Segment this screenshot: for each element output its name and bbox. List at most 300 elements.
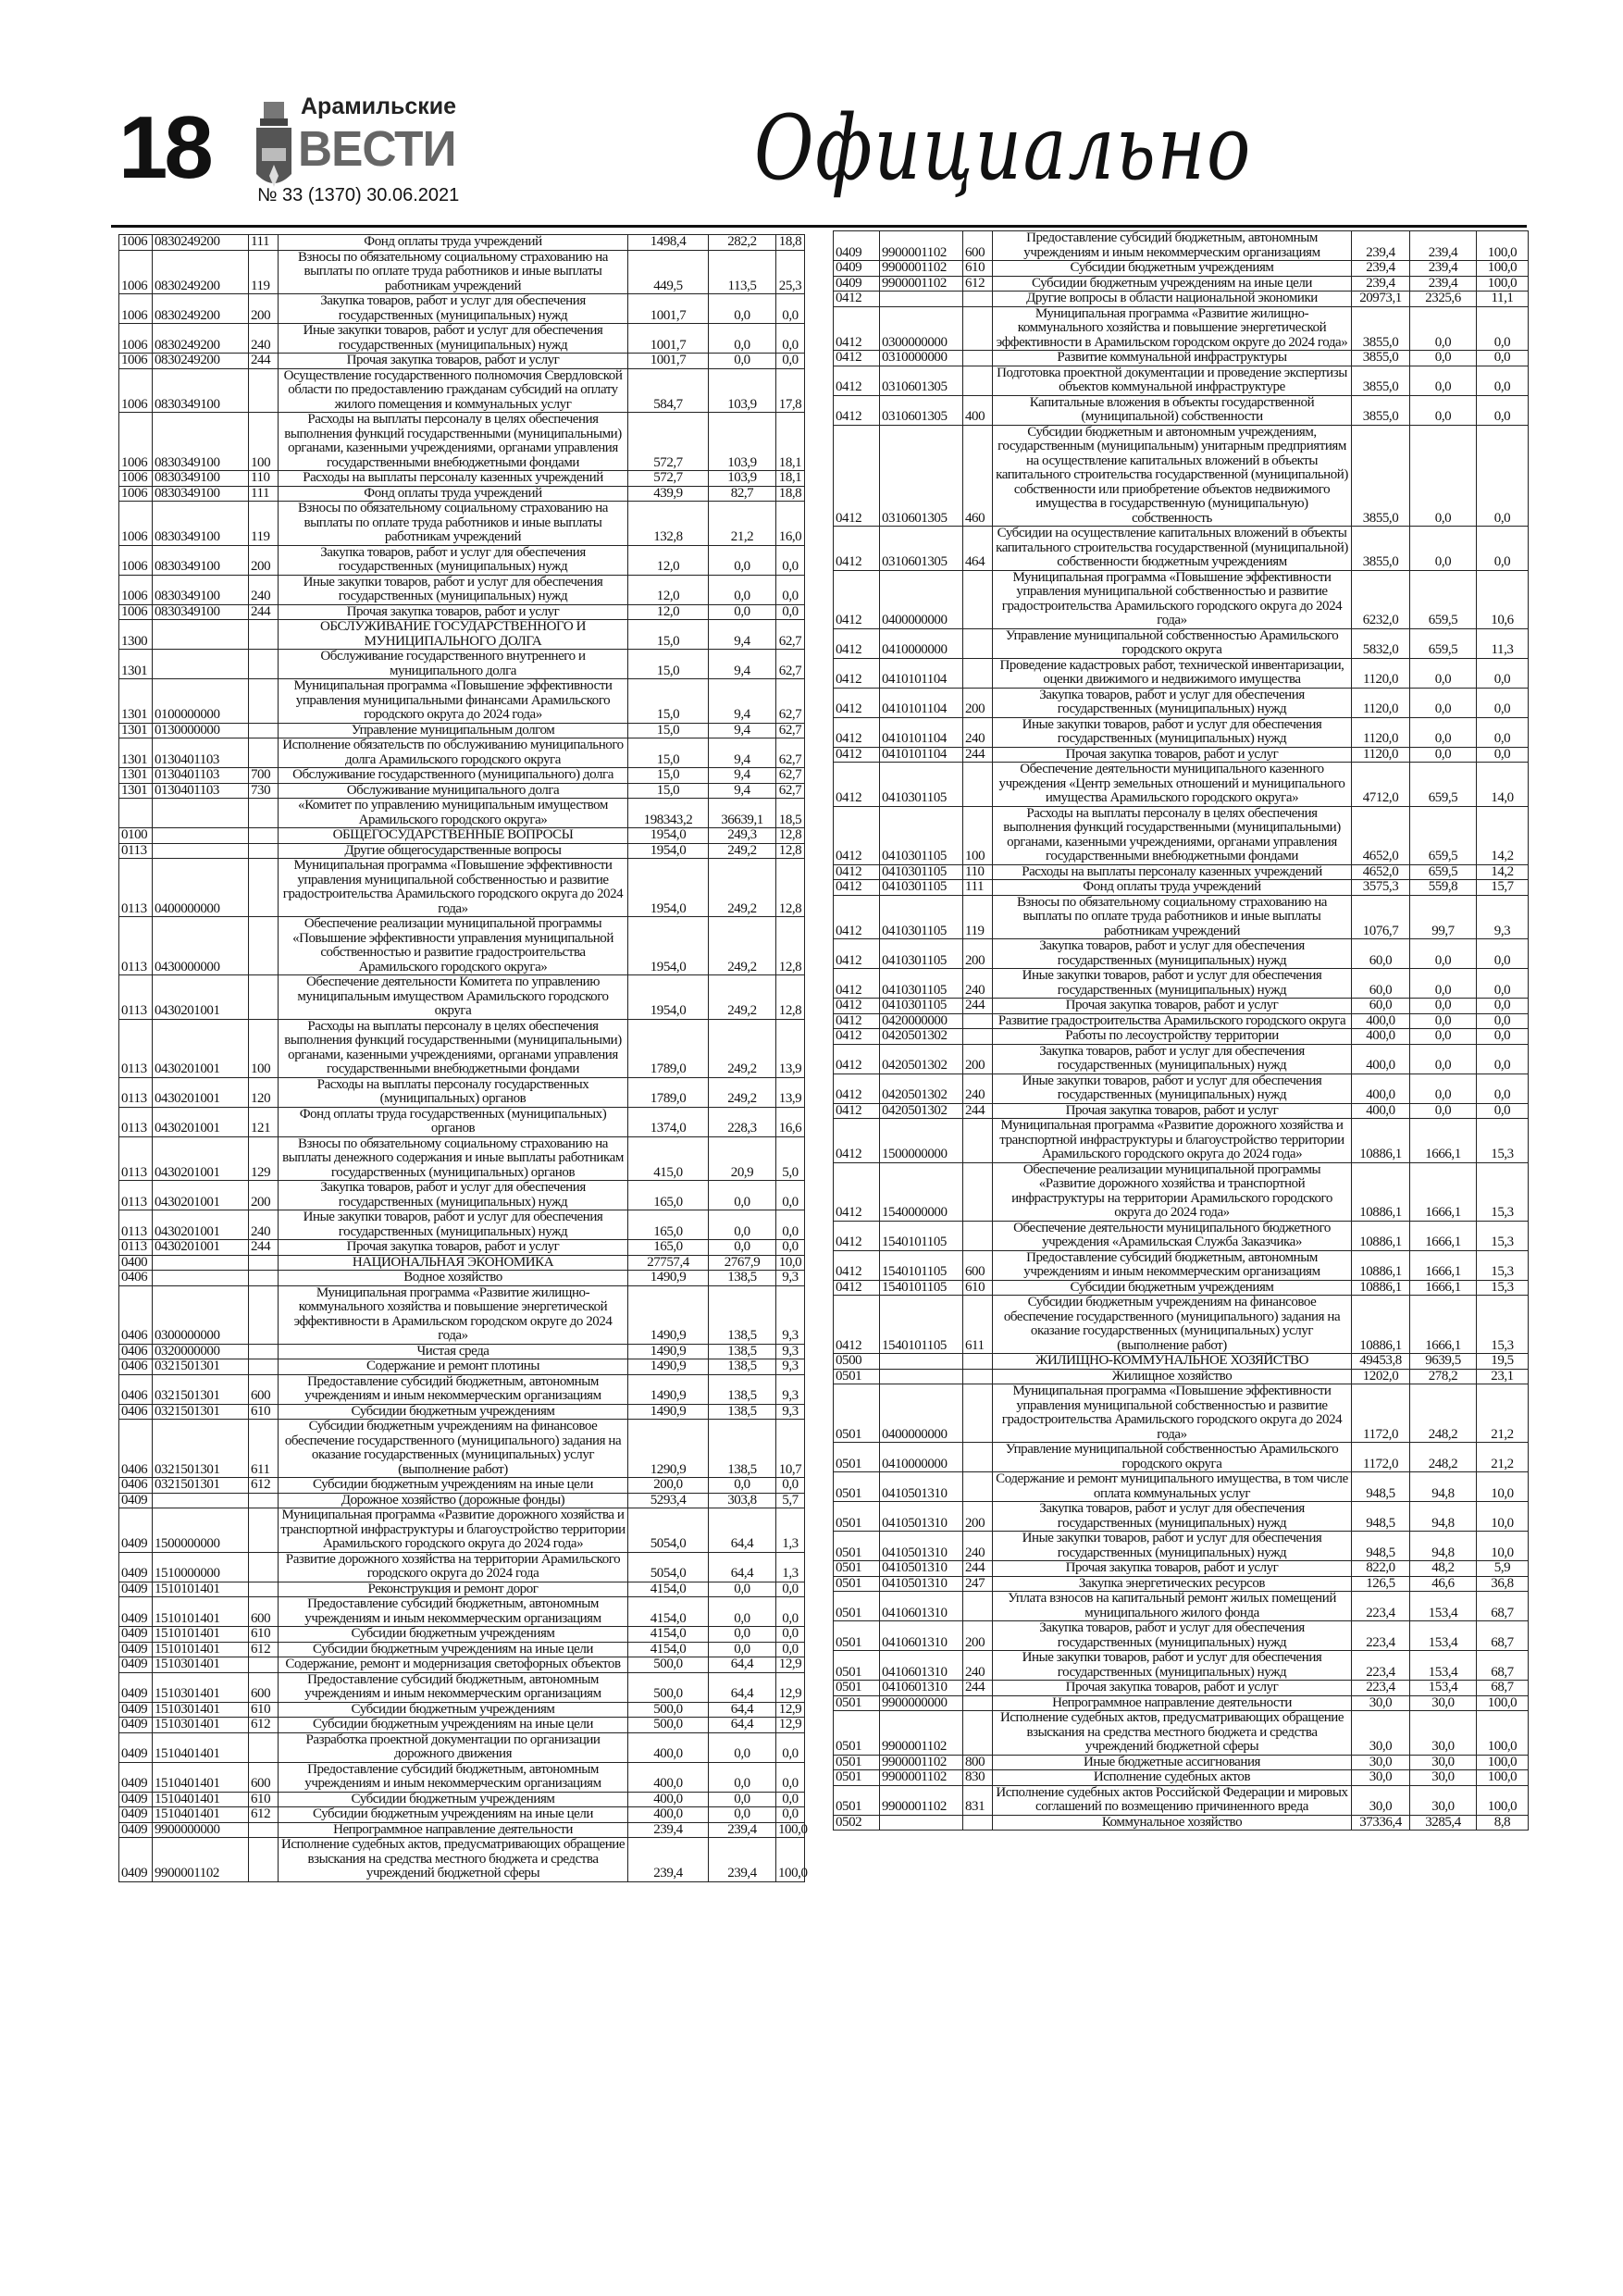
target-code: 0130401103 [153, 768, 249, 784]
planned-amount: 1120,0 [1352, 658, 1410, 688]
table-row [834, 1250, 1529, 1280]
expense-type-code: 244 [963, 747, 993, 763]
item-name: Фонд оплаты труда учреждений [279, 486, 628, 502]
planned-amount: 400,0 [1352, 1103, 1410, 1119]
percent-executed: 9,3 [776, 1285, 805, 1344]
expense-type-code: 247 [963, 1576, 993, 1592]
expense-type-code [249, 1359, 279, 1375]
planned-amount: 5832,0 [1352, 628, 1410, 658]
percent-executed: 9,3 [776, 1271, 805, 1286]
actual-amount: 9,4 [709, 738, 776, 768]
actual-amount: 0,0 [1410, 1044, 1477, 1074]
section-code: 0113 [119, 843, 153, 859]
section-code: 0412 [834, 527, 880, 571]
table-row [834, 1815, 1529, 1831]
section-code: 1006 [119, 235, 153, 251]
percent-executed: 10,7 [776, 1420, 805, 1478]
percent-executed: 15,3 [1477, 1119, 1529, 1163]
table-row [119, 1718, 805, 1733]
section-code: 0412 [834, 570, 880, 628]
expense-type-code: 610 [249, 1404, 279, 1420]
table-row [119, 799, 805, 828]
actual-amount: 30,0 [1410, 1785, 1477, 1815]
target-code: 0410301105 [880, 895, 963, 939]
planned-amount: 5054,0 [628, 1552, 709, 1582]
target-code: 0410301105 [880, 806, 963, 864]
planned-amount: 3855,0 [1352, 395, 1410, 425]
table-row [119, 486, 805, 502]
percent-executed: 0,0 [776, 1792, 805, 1807]
table-row [834, 1354, 1529, 1370]
item-name: Капитальные вложения в объекты государственной (муниципальной) собственности [993, 395, 1352, 425]
section-code: 0412 [834, 1044, 880, 1074]
table-row [119, 1271, 805, 1286]
section-code: 0501 [834, 1592, 880, 1621]
item-name: Прочая закупка товаров, работ и услуг [993, 1561, 1352, 1577]
actual-amount: 282,2 [709, 235, 776, 251]
percent-executed: 5,0 [776, 1136, 805, 1181]
section-code: 0501 [834, 1695, 880, 1711]
item-name: Управление муниципальной собственностью Арамильского городского округа [993, 1443, 1352, 1472]
planned-amount: 400,0 [1352, 1074, 1410, 1103]
percent-executed: 62,7 [776, 723, 805, 738]
planned-amount: 1498,4 [628, 235, 709, 251]
planned-amount: 572,7 [628, 413, 709, 471]
target-code: 0430201001 [153, 1136, 249, 1181]
target-code: 0310601305 [880, 395, 963, 425]
target-code: 0430201001 [153, 1107, 249, 1136]
section-code: 0412 [834, 969, 880, 999]
actual-amount: 64,4 [709, 1657, 776, 1673]
percent-executed: 0,0 [776, 294, 805, 324]
target-code: 1540000000 [880, 1162, 963, 1221]
actual-amount: 239,4 [1410, 261, 1477, 277]
section-code: 0412 [834, 763, 880, 807]
section-code: 0406 [119, 1359, 153, 1375]
planned-amount: 4712,0 [1352, 763, 1410, 807]
planned-amount: 10886,1 [1352, 1221, 1410, 1250]
actual-amount: 0,0 [709, 575, 776, 604]
section-code: 0113 [119, 1107, 153, 1136]
actual-amount: 0,0 [709, 1627, 776, 1643]
planned-amount: 1490,9 [628, 1404, 709, 1420]
section-code: 0412 [834, 1029, 880, 1045]
item-name: ОБСЛУЖИВАНИЕ ГОСУДАРСТВЕННОГО И МУНИЦИПАЛЬНОГО ДОЛГА [279, 620, 628, 650]
section-code: 1301 [119, 679, 153, 724]
target-code: 0830249200 [153, 250, 249, 294]
percent-executed: 25,3 [776, 250, 805, 294]
planned-amount: 3855,0 [1352, 351, 1410, 366]
item-name: Осуществление государственного полномочия Свердловской области по предоставлению гражданам субсидий на оплату жилого помещения и коммунальных услуг [279, 368, 628, 413]
item-name: Прочая закупка товаров, работ и услуг [279, 1240, 628, 1256]
target-code: 0410000000 [880, 628, 963, 658]
section-code: 0500 [834, 1354, 880, 1370]
item-name: Иные закупки товаров, работ и услуг для обеспечения государственных (муниципальных) нужд [279, 1210, 628, 1240]
expense-type-code [963, 1221, 993, 1250]
section-code: 0501 [834, 1681, 880, 1696]
table-row [119, 859, 805, 917]
target-code: 0410601310 [880, 1592, 963, 1621]
table-row [119, 1552, 805, 1582]
percent-executed: 10,0 [776, 1255, 805, 1271]
table-row [119, 1107, 805, 1136]
target-code: 0400000000 [153, 859, 249, 917]
table-row [834, 1369, 1529, 1384]
target-code: 1510101401 [153, 1642, 249, 1657]
section-code [119, 799, 153, 828]
percent-executed: 12,8 [776, 859, 805, 917]
section-code: 0406 [119, 1404, 153, 1420]
expense-type-code [249, 917, 279, 975]
percent-executed: 0,0 [776, 1478, 805, 1494]
section-code: 0412 [834, 1103, 880, 1119]
section-code: 0409 [834, 231, 880, 261]
page-number: 18 [118, 98, 210, 197]
planned-amount: 400,0 [1352, 1029, 1410, 1045]
expense-type-code: 240 [963, 717, 993, 747]
section-code: 0113 [119, 1019, 153, 1077]
expense-type-code: 100 [963, 806, 993, 864]
expense-type-code: 244 [963, 1103, 993, 1119]
percent-executed: 0,0 [776, 604, 805, 620]
expense-type-code [963, 1029, 993, 1045]
percent-executed: 0,0 [776, 1210, 805, 1240]
item-name: Иные закупки товаров, работ и услуг для обеспечения государственных (муниципальных) нужд [993, 1074, 1352, 1103]
target-code: 0830349100 [153, 545, 249, 575]
item-name: ЖИЛИЩНО-КОММУНАЛЬНОЕ ХОЗЯЙСТВО [993, 1354, 1352, 1370]
percent-executed: 12,8 [776, 917, 805, 975]
planned-amount: 400,0 [628, 1792, 709, 1807]
section-code: 0501 [834, 1651, 880, 1681]
section-code: 0406 [119, 1478, 153, 1494]
target-code: 9900000000 [880, 1695, 963, 1711]
item-name: Прочая закупка товаров, работ и услуг [993, 999, 1352, 1014]
actual-amount: 0,0 [709, 545, 776, 575]
expense-type-code [249, 1271, 279, 1286]
section-code: 0501 [834, 1755, 880, 1770]
target-code: 0830249200 [153, 294, 249, 324]
percent-executed: 0,0 [776, 324, 805, 354]
item-name: Муниципальная программа «Развитие дорожного хозяйства и транспортной инфраструктуры и благоустройство территории Арамильского городского округа до 2024 года» [993, 1119, 1352, 1163]
item-name: Обслуживание государственного (муниципального) долга [279, 768, 628, 784]
item-name: Предоставление субсидий бюджетным, автономным учреждениям и иным некоммерческим организациям [993, 231, 1352, 261]
percent-executed: 12,9 [776, 1657, 805, 1673]
planned-amount: 3855,0 [1352, 527, 1410, 571]
expense-type-code: 200 [963, 939, 993, 969]
target-code: 0830349100 [153, 575, 249, 604]
item-name: Расходы на выплаты персоналу в целях обеспечения выполнения функций государственными (муниципальными) органами, казенными учреждениями, органами управления государственными внебюджетными фондами [279, 413, 628, 471]
section-code: 1006 [119, 471, 153, 487]
item-name: Исполнение судебных актов Российской Федерации и мировых соглашений по возмещению причиненного вреда [993, 1785, 1352, 1815]
actual-amount: 0,0 [1410, 969, 1477, 999]
item-name: Прочая закупка товаров, работ и услуг [279, 354, 628, 369]
table-row [119, 1420, 805, 1478]
section-code: 0412 [834, 1296, 880, 1354]
section-code: 1006 [119, 502, 153, 546]
percent-executed: 0,0 [776, 1762, 805, 1792]
section-code: 0409 [834, 261, 880, 277]
expense-type-code: 610 [249, 1627, 279, 1643]
expense-type-code [963, 1443, 993, 1472]
percent-executed: 12,8 [776, 975, 805, 1020]
percent-executed: 10,0 [1477, 1472, 1529, 1502]
expense-type-code: 240 [963, 1651, 993, 1681]
actual-amount: 0,0 [1410, 1103, 1477, 1119]
brand-name-top: Арамильские [301, 93, 457, 119]
actual-amount: 1666,1 [1410, 1162, 1477, 1221]
actual-amount: 64,4 [709, 1702, 776, 1718]
expense-type-code [963, 628, 993, 658]
table-row [119, 1019, 805, 1077]
percent-executed: 1,3 [776, 1508, 805, 1553]
table-row [119, 975, 805, 1020]
target-code: 9900001102 [880, 231, 963, 261]
percent-executed: 13,9 [776, 1077, 805, 1107]
section-code: 1301 [119, 783, 153, 799]
planned-amount: 948,5 [1352, 1502, 1410, 1532]
expense-type-code: 610 [963, 261, 993, 277]
section-code: 0412 [834, 747, 880, 763]
actual-amount: 0,0 [1410, 425, 1477, 527]
table-row [119, 1404, 805, 1420]
table-row [834, 864, 1529, 880]
planned-amount: 948,5 [1352, 1472, 1410, 1502]
section-code: 0412 [834, 292, 880, 307]
planned-amount: 400,0 [628, 1807, 709, 1823]
item-name: Предоставление субсидий бюджетным, автономным учреждениям и иным некоммерческим организациям [993, 1250, 1352, 1280]
percent-executed: 100,0 [1477, 1755, 1529, 1770]
target-code: 1540101105 [880, 1280, 963, 1296]
table-row [834, 747, 1529, 763]
percent-executed: 62,7 [776, 650, 805, 679]
table-row [119, 783, 805, 799]
section-code: 0501 [834, 1770, 880, 1786]
expense-type-code: 240 [249, 575, 279, 604]
item-name: Коммунальное хозяйство [993, 1815, 1352, 1831]
expense-type-code [963, 570, 993, 628]
table-row [834, 1029, 1529, 1045]
expense-type-code: 612 [249, 1478, 279, 1494]
item-name: Муниципальная программа «Повышение эффективности управления муниципальными финансами Арамильского городского округа до 2024 года» [279, 679, 628, 724]
target-code: 9900001102 [880, 276, 963, 292]
item-name: Развитие коммунальной инфраструктуры [993, 351, 1352, 366]
target-code: 0430201001 [153, 1210, 249, 1240]
section-code: 1006 [119, 354, 153, 369]
section-code: 0406 [119, 1374, 153, 1404]
target-code: 0300000000 [153, 1285, 249, 1344]
percent-executed: 100,0 [1477, 261, 1529, 277]
actual-amount: 0,0 [1410, 395, 1477, 425]
expense-type-code [963, 1592, 993, 1621]
percent-executed: 14,2 [1477, 864, 1529, 880]
target-code: 9900001102 [880, 1711, 963, 1756]
expense-type-code [963, 1369, 993, 1384]
actual-amount: 659,5 [1410, 570, 1477, 628]
item-name: Субсидии бюджетным учреждениям [993, 261, 1352, 277]
actual-amount: 0,0 [709, 1597, 776, 1627]
expense-type-code [249, 843, 279, 859]
target-code: 0410301105 [880, 763, 963, 807]
table-row [119, 294, 805, 324]
actual-amount: 30,0 [1410, 1770, 1477, 1786]
planned-amount: 1001,7 [628, 294, 709, 324]
actual-amount: 0,0 [1410, 306, 1477, 351]
item-name: Фонд оплаты труда государственных (муниципальных) органов [279, 1107, 628, 1136]
item-name: Муниципальная программа «Развитие дорожного хозяйства и транспортной инфраструктуры и благоустройство территории Арамильского городского округа до 2024 года» [279, 1508, 628, 1553]
actual-amount: 239,4 [1410, 231, 1477, 261]
target-code: 9900001102 [880, 261, 963, 277]
expense-type-code: 240 [249, 1210, 279, 1240]
percent-executed: 0,0 [776, 1732, 805, 1762]
actual-amount: 94,8 [1410, 1502, 1477, 1532]
percent-executed: 10,0 [1477, 1502, 1529, 1532]
table-row [119, 250, 805, 294]
section-code: 0100 [119, 828, 153, 844]
section-code: 1006 [119, 545, 153, 575]
planned-amount: 60,0 [1352, 939, 1410, 969]
actual-amount: 659,5 [1410, 628, 1477, 658]
percent-executed: 15,7 [1477, 880, 1529, 896]
percent-executed: 12,9 [776, 1702, 805, 1718]
actual-amount: 64,4 [709, 1508, 776, 1553]
section-code: 0412 [834, 425, 880, 527]
expense-type-code: 119 [249, 502, 279, 546]
table-row [834, 628, 1529, 658]
table-row [834, 1119, 1529, 1163]
table-row [119, 1627, 805, 1643]
table-row [119, 1672, 805, 1702]
table-row [834, 366, 1529, 395]
planned-amount: 1172,0 [1352, 1443, 1410, 1472]
item-name: Исполнение судебных актов, предусматривающих обращение взыскания на средства местного бюджета и средства учреждений бюджетной сферы [993, 1711, 1352, 1756]
planned-amount: 1202,0 [1352, 1369, 1410, 1384]
item-name: Управление муниципальной собственностью Арамильского городского округа [993, 628, 1352, 658]
actual-amount: 0,0 [709, 1181, 776, 1210]
actual-amount: 0,0 [709, 294, 776, 324]
target-code: 9900001102 [153, 1838, 249, 1882]
section-code: 0409 [119, 1838, 153, 1882]
actual-amount: 82,7 [709, 486, 776, 502]
planned-amount: 239,4 [628, 1838, 709, 1882]
planned-amount: 60,0 [1352, 969, 1410, 999]
section-code: 0409 [119, 1718, 153, 1733]
actual-amount: 0,0 [1410, 1074, 1477, 1103]
expense-type-code [249, 1552, 279, 1582]
percent-executed: 100,0 [1477, 231, 1529, 261]
section-code: 0412 [834, 1250, 880, 1280]
section-code: 0412 [834, 1013, 880, 1029]
target-code: 0830349100 [153, 471, 249, 487]
expense-type-code: 600 [249, 1762, 279, 1792]
expense-type-code: 830 [963, 1770, 993, 1786]
item-name: Муниципальная программа «Развитие жилищно-коммунального хозяйства и повышение энергетической эффективности в Арамильском городском округе до 2024 года» [993, 306, 1352, 351]
target-code: 1500000000 [153, 1508, 249, 1553]
actual-amount: 0,0 [709, 1478, 776, 1494]
table-row [119, 828, 805, 844]
item-name: Субсидии бюджетным учреждениям [279, 1404, 628, 1420]
expense-type-code [963, 1354, 993, 1370]
expense-type-code: 111 [249, 486, 279, 502]
section-code: 0409 [119, 1807, 153, 1823]
target-code: 0830349100 [153, 604, 249, 620]
actual-amount: 0,0 [1410, 1013, 1477, 1029]
table-row [834, 292, 1529, 307]
expense-type-code: 244 [963, 1561, 993, 1577]
target-code: 0310601305 [880, 527, 963, 571]
actual-amount: 0,0 [709, 1240, 776, 1256]
percent-executed: 21,2 [1477, 1443, 1529, 1472]
target-code [880, 1354, 963, 1370]
table-row [834, 527, 1529, 571]
table-row [119, 679, 805, 724]
expense-type-code: 119 [249, 250, 279, 294]
section-code: 0409 [834, 276, 880, 292]
planned-amount: 1120,0 [1352, 717, 1410, 747]
actual-amount: 2767,9 [709, 1255, 776, 1271]
actual-amount: 239,4 [1410, 276, 1477, 292]
percent-executed: 1,3 [776, 1552, 805, 1582]
item-name: Иные закупки товаров, работ и услуг для обеспечения государственных (муниципальных) нужд [279, 324, 628, 354]
percent-executed: 15,3 [1477, 1280, 1529, 1296]
expense-type-code: 120 [249, 1077, 279, 1107]
target-code: 0830349100 [153, 413, 249, 471]
planned-amount: 239,4 [1352, 261, 1410, 277]
actual-amount: 0,0 [709, 604, 776, 620]
percent-executed: 0,0 [1477, 1013, 1529, 1029]
percent-executed: 0,0 [1477, 939, 1529, 969]
item-name: Субсидии бюджетным учреждениям [279, 1792, 628, 1807]
target-code: 0410501310 [880, 1472, 963, 1502]
percent-executed: 9,3 [776, 1359, 805, 1375]
actual-amount: 0,0 [709, 1732, 776, 1762]
target-code: 1510401401 [153, 1732, 249, 1762]
target-code: 1540101105 [880, 1296, 963, 1354]
percent-executed: 13,9 [776, 1019, 805, 1077]
table-row [834, 999, 1529, 1014]
section-code: 1006 [119, 294, 153, 324]
planned-amount: 449,5 [628, 250, 709, 294]
actual-amount: 0,0 [709, 1210, 776, 1240]
table-row [834, 1472, 1529, 1502]
actual-amount: 303,8 [709, 1493, 776, 1508]
section-code: 0409 [119, 1822, 153, 1838]
planned-amount: 126,5 [1352, 1576, 1410, 1592]
table-row [119, 1582, 805, 1597]
expense-type-code: 110 [963, 864, 993, 880]
target-code: 0410301105 [880, 880, 963, 896]
percent-executed: 100,0 [1477, 1770, 1529, 1786]
target-code [153, 843, 249, 859]
actual-amount: 278,2 [1410, 1369, 1477, 1384]
target-code: 0130000000 [153, 723, 249, 738]
planned-amount: 3855,0 [1352, 425, 1410, 527]
planned-amount: 30,0 [1352, 1755, 1410, 1770]
expense-type-code: 612 [249, 1718, 279, 1733]
item-name: Непрограммное направление деятельности [279, 1822, 628, 1838]
section-code: 0412 [834, 688, 880, 717]
target-code: 0830249200 [153, 235, 249, 251]
item-name: Субсидии бюджетным учреждениям на иные цели [993, 276, 1352, 292]
expense-type-code: 800 [963, 1755, 993, 1770]
expense-type-code: 100 [249, 1019, 279, 1077]
table-row [119, 354, 805, 369]
planned-amount: 223,4 [1352, 1592, 1410, 1621]
actual-amount: 659,5 [1410, 864, 1477, 880]
actual-amount: 0,0 [1410, 366, 1477, 395]
percent-executed: 17,8 [776, 368, 805, 413]
section-code: 0501 [834, 1384, 880, 1443]
table-row [834, 880, 1529, 896]
